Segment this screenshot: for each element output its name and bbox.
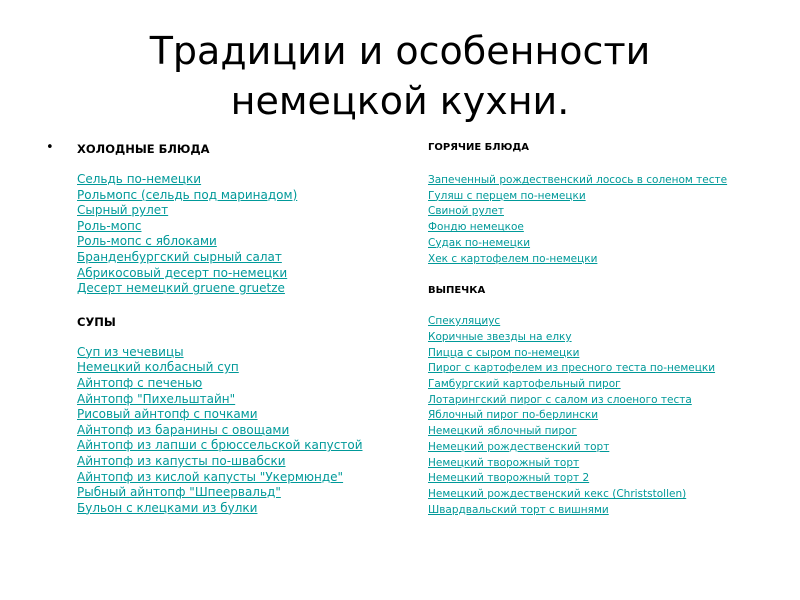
hot-dishes-list [428, 173, 788, 267]
list-item [428, 471, 788, 487]
dish-link[interactable]: Айнтопф "Пихельштайн" [77, 391, 236, 406]
dish-link[interactable]: Роль-мопс с яблоками [77, 234, 217, 249]
list-item [428, 189, 788, 205]
dish-link[interactable]: Немецкий творожный торт [428, 456, 580, 469]
list-item [428, 346, 788, 362]
dish-link[interactable]: Роль-мопс [77, 218, 142, 233]
dish-link[interactable]: Немецкий яблочный пирог [428, 425, 577, 438]
dish-link[interactable]: Айнтопф из баранины с овощами [77, 422, 290, 437]
cold-dishes-list [52, 172, 412, 297]
dish-link[interactable]: Немецкий рождественский торт [428, 440, 610, 453]
dish-link[interactable]: Рольмопс (сельдь под маринадом) [77, 187, 298, 202]
list-item [77, 219, 412, 235]
cold-dishes-heading: ХОЛОДНЫЕ БЛЮДА [77, 142, 210, 156]
dish-link[interactable]: Айнтопф из лапши с брюссельской капустой [77, 438, 363, 453]
dish-link[interactable]: Айнтопф из капусты по-швабски [77, 453, 286, 468]
dish-link[interactable]: Немецкий колбасный суп [77, 360, 239, 375]
list-item [77, 501, 412, 517]
list-item [77, 485, 412, 501]
hot-dishes-heading: ГОРЯЧИЕ БЛЮДА [428, 142, 529, 153]
dish-link[interactable]: Пицца с сыром по-немецки [428, 346, 580, 359]
list-item [77, 423, 412, 439]
right-column [428, 141, 788, 518]
list-item [77, 438, 412, 454]
dish-link[interactable]: Судак по-немецки [428, 236, 531, 249]
dish-link[interactable]: Сельдь по-немецки [77, 172, 202, 186]
dish-link[interactable]: Гуляш с перцем по-немецки [428, 189, 586, 202]
list-item [428, 220, 788, 236]
list-item [428, 330, 788, 346]
list-item [77, 281, 412, 297]
list-item [428, 361, 788, 377]
list-item [77, 266, 412, 282]
list-item [428, 393, 788, 409]
dish-link[interactable]: Немецкий творожный торт 2 [428, 472, 590, 485]
dish-link[interactable]: Бульон с клецками из булки [77, 500, 258, 515]
list-item [77, 203, 412, 219]
list-item [428, 252, 788, 268]
list-item [428, 173, 788, 189]
list-item [77, 360, 412, 376]
pastry-list [428, 314, 788, 518]
dish-link[interactable]: Швардвальский торт с вишнями [428, 503, 609, 516]
dish-link[interactable]: Айнтопф из кислой капусты "Укермюнде" [77, 469, 344, 484]
list-item [428, 487, 788, 503]
list-item [428, 314, 788, 330]
dish-link[interactable]: Бранденбургский сырный салат [77, 249, 282, 264]
list-item [77, 250, 412, 266]
dish-link[interactable]: Коричные звезды на елку [428, 330, 572, 343]
list-item [77, 172, 412, 188]
list-item [77, 345, 412, 361]
list-item [77, 454, 412, 470]
dish-link[interactable]: Немецкий рождественский кекс (Christstollen) [428, 487, 687, 500]
list-item [77, 407, 412, 423]
dish-link[interactable]: Десерт немецкий gruene gruetze [77, 281, 285, 296]
dish-link[interactable]: Сырный рулет [77, 203, 169, 218]
slide-title [0, 26, 800, 126]
dish-link[interactable]: Суп из чечевицы [77, 344, 184, 359]
dish-link[interactable]: Яблочный пирог по-берлински [428, 409, 599, 422]
slide-title-line-1: Традиции и особенности [149, 29, 651, 73]
list-item [428, 456, 788, 472]
dish-link[interactable]: Гамбургский картофельный пирог [428, 378, 621, 391]
pastry-heading: ВЫПЕЧКА [428, 285, 486, 297]
dish-link[interactable]: Пирог с картофелем из пресного теста по-немецки [428, 362, 716, 375]
list-item [428, 408, 788, 424]
dish-link[interactable]: Рисовый айнтопф с почками [77, 407, 258, 422]
list-item [77, 376, 412, 392]
list-item [428, 440, 788, 456]
left-column [46, 140, 412, 516]
list-item [428, 503, 788, 519]
list-item [428, 236, 788, 252]
dish-link[interactable]: Хек с картофелем по-немецки [428, 252, 598, 265]
list-item [428, 424, 788, 440]
dish-link[interactable]: Запеченный рождественский лосось в соленом тесте [428, 174, 728, 186]
dish-link[interactable]: Спекуляциус [428, 315, 501, 328]
list-item [77, 470, 412, 486]
list-item [428, 377, 788, 393]
list-item [77, 234, 412, 250]
dish-link[interactable]: Фондю немецкое [428, 221, 524, 234]
soups-list [52, 345, 412, 517]
soups-heading: СУПЫ [77, 314, 116, 329]
dish-link[interactable]: Свиной рулет [428, 205, 504, 218]
dish-link[interactable]: Айнтопф с печенью [77, 375, 203, 390]
bullet-icon: • [46, 140, 54, 155]
dish-link[interactable]: Абрикосовый десерт по-немецки [77, 265, 288, 280]
dish-link[interactable]: Рыбный айнтопф "Шпеервальд" [77, 485, 281, 500]
list-item [77, 188, 412, 204]
list-item [77, 392, 412, 408]
dish-link[interactable]: Лотарингский пирог с салом из слоеного теста [428, 393, 692, 406]
list-item [428, 204, 788, 220]
slide-title-line-2: немецкой кухни. [230, 79, 570, 123]
